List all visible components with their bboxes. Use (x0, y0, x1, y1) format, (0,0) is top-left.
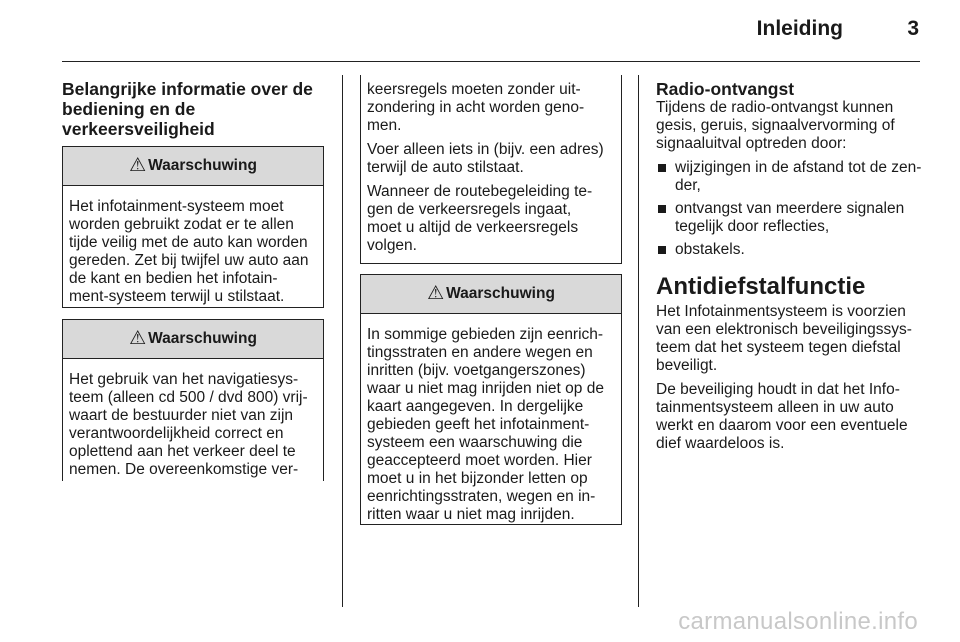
column-divider-1 (342, 75, 343, 607)
section-heading-safety: Belangrijke informatie over de bediening en de verkeersveiligheid (62, 79, 313, 139)
warning-box-one-way-streets (360, 274, 622, 525)
running-header-title: Inleiding (756, 17, 843, 40)
warning-body: Het infotainment-systeem moet worden gebruikt zodat er te allen tijde veilig met de auto kan worden gereden. Zet bij twijfel uw auto aan de kant en bedien het infotain- ment-systeem terwijl u stilstaat. (69, 198, 309, 305)
warning-triangle-icon: ⚠ (129, 154, 147, 176)
header-rule (62, 61, 920, 62)
section-heading-radio: Radio-ontvangst (656, 79, 795, 99)
anti-theft-paragraph-1: Het Infotainmentsysteem is voorzien van een elektronisch beveiligingssys- teem dat het systeem tegen diefstal beveiligt. (656, 303, 912, 374)
watermark: carmanualsonline.info (678, 608, 918, 635)
column-1 (62, 79, 324, 139)
bullet-square-icon (658, 205, 666, 213)
paragraph: Wanneer de routebegeleiding te- gen de verkeersregels ingaat, moet u altijd de verkeersregels volgen. (367, 183, 593, 254)
list-item: wijzigingen in de afstand tot de zen- der, (656, 159, 922, 195)
warning-title: Waarschuwing (148, 157, 257, 174)
warning-box-navigation (62, 319, 324, 481)
warning-body-continued (361, 75, 621, 263)
list-item: obstakels. (656, 241, 922, 259)
warning-header (63, 147, 323, 186)
warning-header (63, 320, 323, 359)
paragraph: Voer alleen iets in (bijv. een adres) terwijl de auto stilstaat. (367, 141, 604, 176)
bullet-square-icon (658, 164, 666, 172)
bullet-square-icon (658, 246, 666, 254)
section-heading-anti-theft: Antidiefstalfunctie (656, 273, 866, 300)
warning-box-navigation-continued (360, 75, 622, 264)
warning-body: Het gebruik van het navigatiesys- teem (alleen cd 500 / dvd 800) vrij- waart de bestuurder niet van zijn verantwoordelijkheid correct en oplettend aan het verkeer deel te nemen. De overeenkomstige ver- (69, 371, 308, 478)
bullet-list (656, 159, 922, 259)
warning-box-safety (62, 146, 324, 308)
column-divider-2 (638, 75, 639, 607)
warning-title: Waarschuwing (148, 330, 257, 347)
warning-triangle-icon: ⚠ (129, 327, 147, 349)
paragraph: keersregels moeten zonder uit- zondering in acht worden geno- men. (367, 81, 585, 134)
page-number: 3 (907, 17, 919, 40)
column-3 (656, 79, 922, 459)
list-item: ontvangst van meerdere signalen tegelijk door reflecties, (656, 200, 922, 236)
anti-theft-paragraph-2: De beveiliging houdt in dat het Info- tainmentsysteem alleen in uw auto werkt en daarom voor een eventuele dief waardeloos is. (656, 381, 908, 452)
radio-intro-paragraph: Tijdens de radio-ontvangst kunnen gesis, geruis, signaalvervorming of signaaluitval optreden door: (656, 99, 895, 152)
warning-body: In sommige gebieden zijn eenrich- tingsstraten en andere wegen en inritten (bijv. voetgangerszones) waar u niet mag inrijden niet op de kaart aangegeven. In dergelijke gebieden geeft het infotainment- systeem een waarschuwing die geaccepteerd moet worden. Hier moet u in het bijzonder letten op eenrichtingsstraten, wegen en in- ritten waar u niet mag inrijden. (367, 326, 604, 523)
warning-title: Waarschuwing (446, 285, 555, 302)
warning-triangle-icon: ⚠ (427, 282, 445, 304)
warning-header (361, 275, 621, 314)
